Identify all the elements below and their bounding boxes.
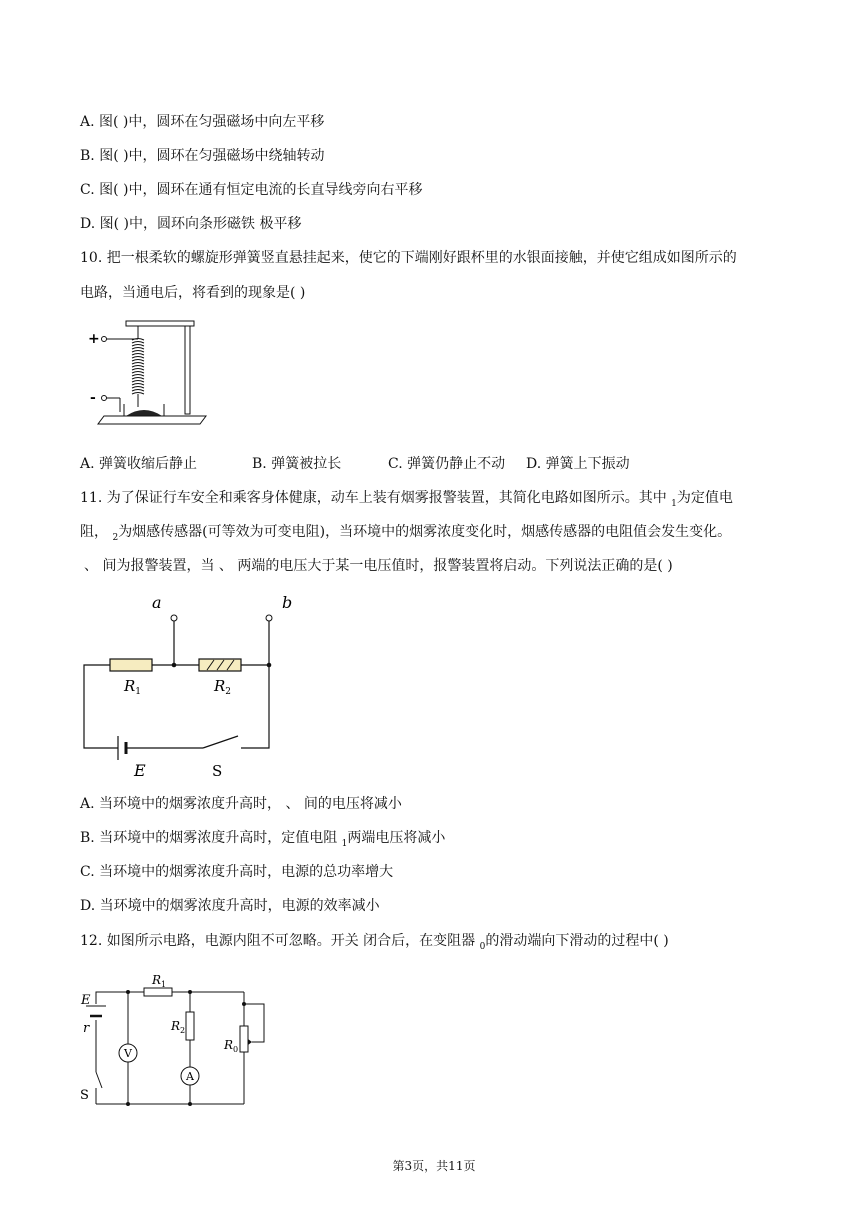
q12-label-e: E bbox=[81, 993, 91, 1008]
q9-option-a: A. 图( )中，圆环在匀强磁场中向左平移 bbox=[80, 114, 325, 130]
q11-label-b: b bbox=[282, 593, 293, 612]
q11-stem-line2: 阻， $_2$为烟感传感器(可等效为可变电阻)，当环境中的烟雾浓度变化时，烟感传感器的电阻值会发生变化。 bbox=[80, 524, 732, 543]
q10-stem-line2: 电路，当通电后，将看到的现象是( ) bbox=[80, 285, 306, 301]
q9-option-b: B. 图( )中，圆环在匀强磁场中绕轴转动 bbox=[80, 148, 325, 164]
q11-option-c: C. 当环境中的烟雾浓度升高时，电源的总功率增大 bbox=[80, 864, 394, 880]
q10-option-c: C. 弹簧仍静止不动 bbox=[388, 456, 506, 472]
q11-label-s: S bbox=[212, 762, 223, 780]
page-footer: 第3页，共11页 bbox=[392, 1159, 476, 1173]
q10-spring-figure bbox=[80, 312, 210, 437]
q10-option-d: D. 弹簧上下振动 bbox=[526, 456, 630, 472]
q9-option-d: D. 图( )中，圆环向条形磁铁 极平移 bbox=[80, 216, 302, 232]
q11-label-a: a bbox=[152, 593, 162, 612]
q12-label-r: r bbox=[83, 1021, 90, 1036]
q11-option-d: D. 当环境中的烟雾浓度升高时，电源的效率减小 bbox=[80, 898, 380, 914]
q10-option-b: B. 弹簧被拉长 bbox=[252, 456, 342, 472]
q12-ammeter-label: A bbox=[186, 1070, 194, 1083]
q11-label-r2: $R_2$ bbox=[214, 677, 232, 697]
q10-options bbox=[80, 453, 630, 473]
q11-stem-line3: 、 间为报警装置，当 、 两端的电压大于某一电压值时，报警装置将启动。下列说法正确的是( ) bbox=[84, 558, 673, 574]
q10-stem-line1: 10. 把一根柔软的螺旋形弹簧竖直悬挂起来，使它的下端刚好跟杯里的水银面接触，并使它组成如图所示的 bbox=[80, 250, 737, 266]
q12-resistor-r1 bbox=[144, 988, 172, 996]
q12-circuit-figure bbox=[78, 968, 278, 1113]
q12-label-r2: $R_2$ bbox=[171, 1019, 186, 1035]
q10-plus-label: + bbox=[88, 331, 100, 347]
q10-option-a: A. 弹簧收缩后静止 bbox=[80, 456, 198, 472]
q9-option-c: C. 图( )中，圆环在通有恒定电流的长直导线旁向右平移 bbox=[80, 182, 423, 198]
q11-label-e: E bbox=[134, 761, 146, 780]
q11-stem-line1: 11. 为了保证行车安全和乘客身体健康，动车上装有烟雾报警装置，其简化电路如图所示。其中 $_1$为定值电 bbox=[80, 490, 733, 509]
q10-minus-label: - bbox=[90, 390, 96, 406]
q12-voltmeter-label: V bbox=[124, 1047, 132, 1060]
q12-resistor-r2 bbox=[186, 1012, 194, 1040]
q11-option-b: B. 当环境中的烟雾浓度升高时，定值电阻 $_1$两端电压将减小 bbox=[80, 830, 446, 849]
q12-label-s: S bbox=[80, 1088, 89, 1103]
q12-label-r0: $R_0$ bbox=[224, 1038, 239, 1054]
q11-circuit-figure bbox=[78, 588, 298, 783]
q11-option-a: A. 当环境中的烟雾浓度升高时， 、 间的电压将减小 bbox=[80, 796, 402, 812]
q12-label-r1: $R_1$ bbox=[152, 973, 167, 989]
q12-stem: 12. 如图所示电路，电源内阻不可忽略。开关 闭合后，在变阻器 $_0$的滑动端向下滑动的过程中( ) bbox=[80, 933, 669, 952]
q12-rheostat-r0 bbox=[240, 1026, 248, 1052]
q11-label-r1: $R_1$ bbox=[124, 677, 142, 697]
q11-resistor-r1 bbox=[110, 659, 152, 671]
